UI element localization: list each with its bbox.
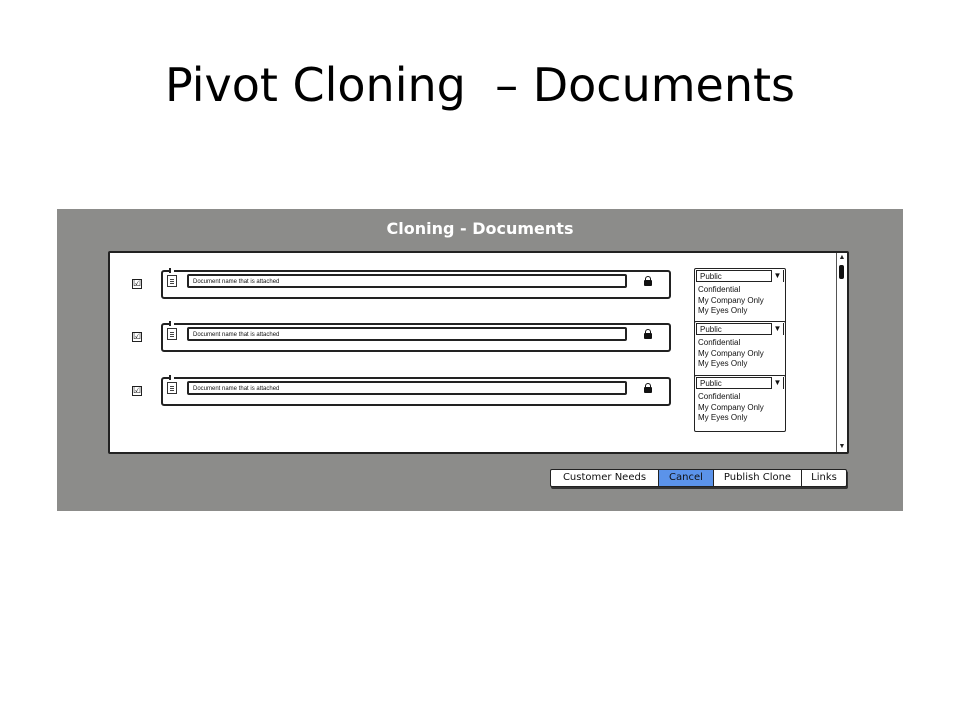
card-tab — [169, 375, 174, 380]
visibility-options — [698, 338, 764, 370]
documents-panel — [108, 251, 849, 454]
visibility-selected-value: Public — [700, 379, 722, 388]
visibility-option-my-eyes-only[interactable]: My Eyes Only — [698, 413, 748, 422]
visibility-option-my-eyes-only[interactable]: My Eyes Only — [698, 306, 748, 315]
visibility-dropdown[interactable] — [694, 268, 786, 325]
action-button-bar — [550, 469, 847, 487]
document-name-field[interactable]: Document name that is attached — [187, 327, 627, 341]
cloning-documents-window — [57, 209, 903, 511]
visibility-options — [698, 285, 764, 317]
visibility-option-my-eyes-only[interactable]: My Eyes Only — [698, 359, 748, 368]
lock-icon[interactable] — [644, 383, 652, 393]
card-tab — [169, 268, 174, 273]
publish-clone-button[interactable]: Publish Clone — [714, 470, 802, 486]
document-name-field[interactable]: Document name that is attached — [187, 381, 627, 395]
scroll-thumb[interactable] — [839, 265, 844, 279]
document-card — [161, 323, 671, 352]
chevron-down-icon[interactable]: ▼ — [771, 270, 783, 282]
scroll-down-icon[interactable]: ▼ — [838, 443, 846, 450]
visibility-options — [698, 392, 764, 424]
document-row — [110, 377, 837, 422]
vertical-scrollbar[interactable] — [836, 253, 847, 452]
visibility-option-my-company-only[interactable]: My Company Only — [698, 295, 764, 305]
visibility-select[interactable] — [696, 377, 784, 389]
document-icon — [167, 328, 177, 340]
window-title: Cloning - Documents — [386, 219, 574, 238]
visibility-option-my-company-only[interactable]: My Company Only — [698, 348, 764, 358]
card-tab — [169, 321, 174, 326]
lock-icon[interactable] — [644, 329, 652, 339]
document-checkbox[interactable]: ☑ — [133, 278, 142, 288]
document-icon — [167, 275, 177, 287]
scroll-up-icon[interactable]: ▲ — [838, 254, 846, 261]
visibility-dropdown[interactable] — [694, 375, 786, 432]
document-checkbox[interactable]: ☑ — [133, 385, 142, 395]
visibility-option-confidential[interactable]: Confidential — [698, 392, 741, 401]
document-checkbox[interactable]: ☑ — [133, 331, 142, 341]
document-row — [110, 323, 837, 368]
visibility-select[interactable] — [696, 323, 784, 335]
visibility-selected-value: Public — [700, 272, 722, 281]
links-button[interactable]: Links — [811, 472, 837, 483]
document-name-field[interactable]: Document name that is attached — [187, 274, 627, 288]
visibility-dropdown[interactable] — [694, 321, 786, 378]
slide-title: Pivot Cloning – Documents — [164, 58, 795, 112]
customer-needs-button[interactable]: Customer Needs — [551, 470, 659, 486]
document-card — [161, 377, 671, 406]
document-card — [161, 270, 671, 299]
chevron-down-icon[interactable]: ▼ — [771, 323, 783, 335]
visibility-option-confidential[interactable]: Confidential — [698, 285, 741, 294]
cancel-button[interactable]: Cancel — [659, 470, 714, 486]
visibility-option-my-company-only[interactable]: My Company Only — [698, 402, 764, 412]
chevron-down-icon[interactable]: ▼ — [771, 377, 783, 389]
visibility-option-confidential[interactable]: Confidential — [698, 338, 741, 347]
visibility-select[interactable] — [696, 270, 784, 282]
visibility-selected-value: Public — [700, 325, 722, 334]
lock-icon[interactable] — [644, 276, 652, 286]
document-icon — [167, 382, 177, 394]
document-row — [110, 270, 837, 315]
